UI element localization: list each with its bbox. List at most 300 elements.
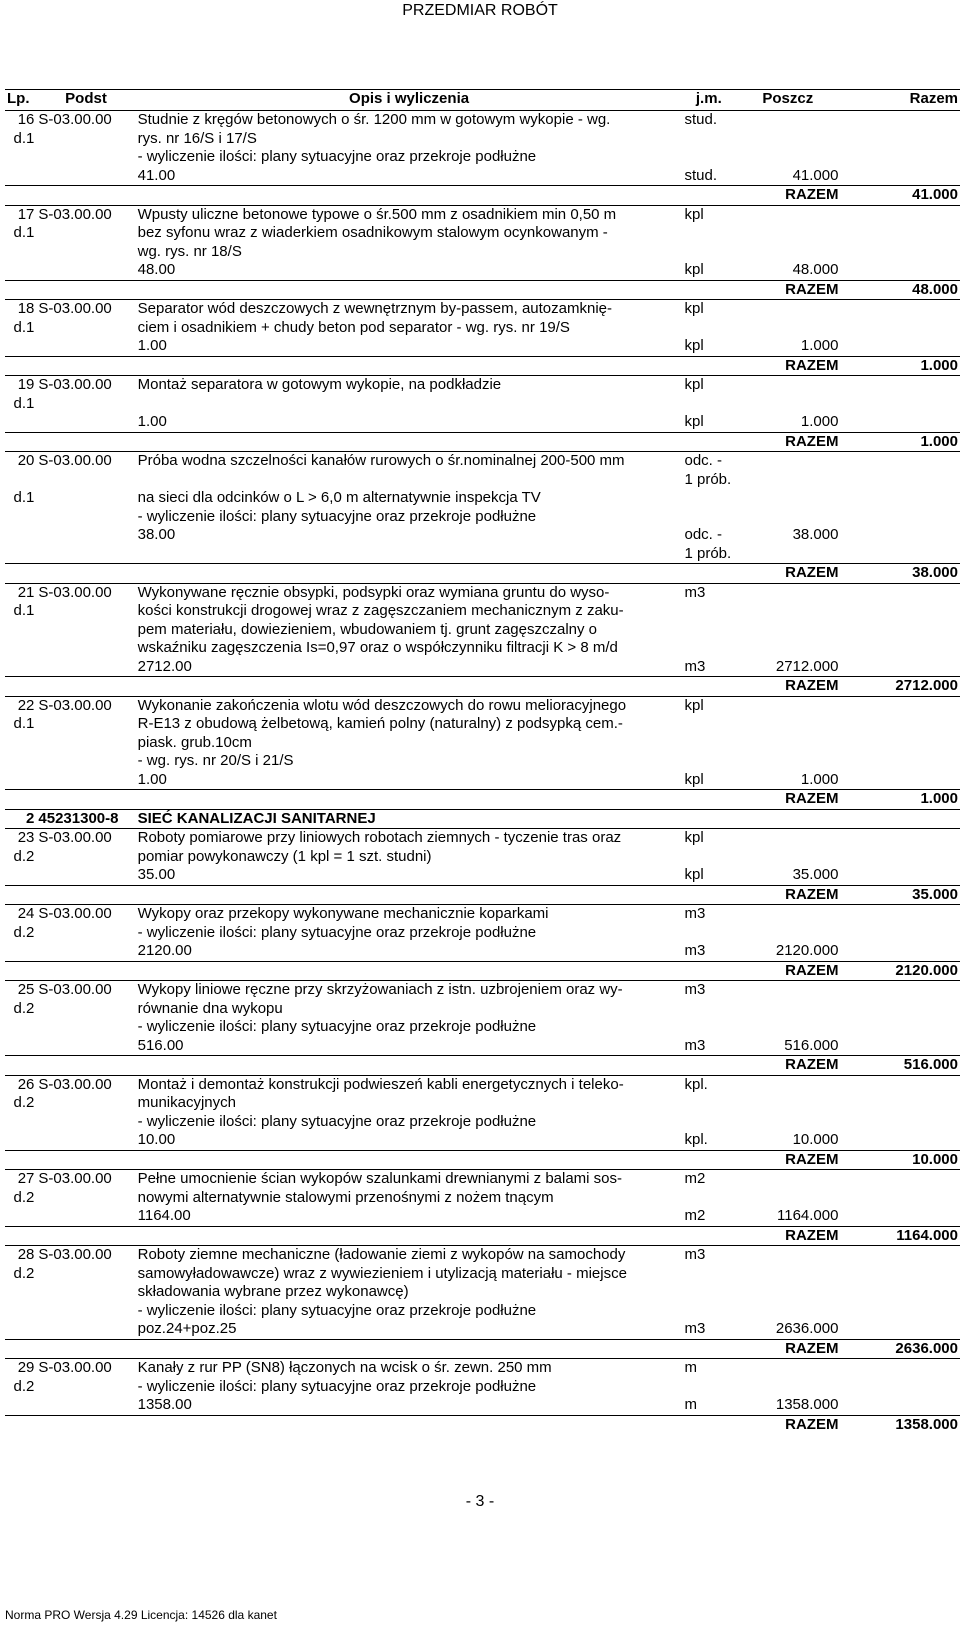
position-unit: kpl xyxy=(682,829,735,848)
total-empty xyxy=(682,564,735,584)
calc-razem xyxy=(840,1396,960,1415)
position-unit: stud. xyxy=(682,111,735,130)
calc-row xyxy=(5,942,960,961)
page-title: PRZEDMIAR ROBÓT xyxy=(402,2,558,19)
calc-unit: kpl xyxy=(684,337,704,354)
total-label: RAZEM xyxy=(735,790,840,810)
calc-lp xyxy=(5,942,36,961)
position-basis: S-03.00.00 xyxy=(36,300,135,319)
position-description: piask. grub.10cm xyxy=(137,733,252,751)
total-empty xyxy=(682,432,735,452)
position-description: Wpusty uliczne betonowe typowe o śr.500 mm z osadnikiem min 0,50 m xyxy=(136,205,683,224)
position-basis xyxy=(36,1113,135,1132)
calc-podst xyxy=(36,866,135,885)
position-razem xyxy=(840,639,960,658)
position-poszcz xyxy=(735,734,840,753)
position-description: składowania wybrane przez wykonawcę) xyxy=(137,1283,409,1300)
calc-podst xyxy=(36,1131,135,1150)
position-razem xyxy=(840,1170,960,1189)
total-row xyxy=(5,564,960,584)
position-number: 24 xyxy=(5,905,36,924)
position-row xyxy=(5,1018,960,1037)
total-label: RAZEM xyxy=(735,356,840,376)
total-label: RAZEM xyxy=(735,186,840,206)
position-razem xyxy=(840,1094,960,1113)
section-row xyxy=(5,809,960,829)
total-empty xyxy=(136,280,683,300)
position-number: 23 xyxy=(5,829,36,848)
total-empty xyxy=(5,1415,36,1434)
position-basis xyxy=(36,1000,135,1019)
position-unit xyxy=(682,1189,735,1208)
position-basis xyxy=(36,734,135,753)
calc-expression: 48.00 xyxy=(137,261,176,278)
position-poszcz xyxy=(735,1378,840,1397)
position-razem xyxy=(840,1302,960,1321)
calc-unit: kpl xyxy=(684,770,704,788)
position-number: d.2 xyxy=(13,847,35,865)
total-label: RAZEM xyxy=(735,677,840,697)
position-unit: m3 xyxy=(682,1246,735,1265)
position-description: - wyliczenie ilości: plany sytuacyjne oraz przekroje podłużne xyxy=(137,1377,537,1395)
position-razem xyxy=(840,848,960,867)
position-description: równanie dna wykopu xyxy=(137,999,283,1017)
position-description: - wyliczenie ilości: plany sytuacyjne oraz przekroje podłużne xyxy=(137,1018,537,1035)
calc-razem xyxy=(840,261,960,280)
calc-expression: 1164.00 xyxy=(137,1207,191,1224)
position-razem xyxy=(840,395,960,414)
position-number: 16 xyxy=(5,111,36,130)
total-label: RAZEM xyxy=(735,1150,840,1170)
calc-row xyxy=(5,866,960,885)
calc-row xyxy=(5,658,960,677)
position-razem xyxy=(840,715,960,734)
total-empty xyxy=(5,356,36,376)
position-basis: S-03.00.00 xyxy=(36,1170,135,1189)
total-empty xyxy=(5,280,36,300)
calc-poszcz: 48.000 xyxy=(792,261,839,278)
calc-unit: stud. xyxy=(684,166,718,184)
position-basis: S-03.00.00 xyxy=(36,1359,135,1378)
position-number xyxy=(5,1113,36,1132)
position-razem xyxy=(840,300,960,319)
position-poszcz xyxy=(735,224,840,243)
calc-expression: poz.24+poz.25 xyxy=(137,1320,237,1337)
position-poszcz xyxy=(735,696,840,715)
position-unit: kpl xyxy=(682,696,735,715)
total-empty xyxy=(136,186,683,206)
position-description: - wyliczenie ilości: plany sytuacyjne oraz przekroje podłużne xyxy=(137,1301,537,1319)
total-empty xyxy=(36,1150,135,1170)
total-row xyxy=(5,1226,960,1246)
position-number: d.2 xyxy=(13,923,35,941)
total-empty xyxy=(136,1415,683,1434)
position-number: d.1 xyxy=(13,129,35,147)
calc-row xyxy=(5,167,960,186)
total-value: 38.000 xyxy=(840,564,960,584)
position-unit xyxy=(682,1018,735,1037)
col-opis: Opis i wyliczenia xyxy=(136,90,683,111)
position-description: Montaż separatora w gotowym wykopie, na podkładzie xyxy=(136,376,683,395)
calc-unit: m3 xyxy=(684,1320,706,1337)
calc-row xyxy=(5,1207,960,1226)
calc-unit: kpl xyxy=(684,866,704,883)
calc-unit: kpl xyxy=(684,413,704,430)
position-row xyxy=(5,205,960,224)
position-row xyxy=(5,696,960,715)
total-label: RAZEM xyxy=(735,1226,840,1246)
calc-row xyxy=(5,526,960,564)
position-number: 27 xyxy=(5,1170,36,1189)
calc-podst xyxy=(36,658,135,677)
position-unit xyxy=(682,148,735,167)
position-description: ciem i osadnikiem + chudy beton pod separator - wg. rys. nr 19/S xyxy=(137,318,570,336)
calc-lp xyxy=(5,1131,36,1150)
position-razem xyxy=(840,1018,960,1037)
position-razem xyxy=(840,452,960,490)
position-description: Montaż i demontaż konstrukcji podwieszeń kabli energetycznych i teleko- xyxy=(136,1075,683,1094)
position-description: kości konstrukcji drogowej wraz z zagęszczaniem mechanicznym z zaku- xyxy=(137,602,624,619)
position-unit xyxy=(682,1302,735,1321)
position-number: 20 xyxy=(5,452,36,490)
position-basis xyxy=(36,752,135,771)
total-row xyxy=(5,885,960,905)
col-podst: Podst xyxy=(36,90,135,111)
position-row xyxy=(5,734,960,753)
position-row xyxy=(5,1283,960,1302)
position-number: d.2 xyxy=(13,1188,35,1206)
position-row xyxy=(5,924,960,943)
position-razem xyxy=(840,1113,960,1132)
position-unit: m2 xyxy=(682,1170,735,1189)
calc-poszcz: 41.000 xyxy=(792,166,839,184)
position-basis xyxy=(36,489,135,508)
calc-podst xyxy=(36,261,135,280)
total-row xyxy=(5,432,960,452)
total-label: RAZEM xyxy=(735,280,840,300)
position-unit: m3 xyxy=(682,981,735,1000)
position-description: Roboty pomiarowe przy liniowych robotach ziemnych - tyczenie tras oraz xyxy=(136,829,683,848)
position-number xyxy=(5,1283,36,1302)
total-value: 2712.000 xyxy=(840,677,960,697)
calc-row xyxy=(5,337,960,356)
position-razem xyxy=(840,130,960,149)
calc-lp xyxy=(5,771,36,790)
position-razem xyxy=(840,319,960,338)
position-description: Pełne umocnienie ścian wykopów szalunkami drewnianymi z balami sos- xyxy=(136,1170,683,1189)
total-empty xyxy=(36,280,135,300)
position-unit xyxy=(682,508,735,527)
calc-razem xyxy=(840,771,960,790)
section-number: 2 xyxy=(5,809,36,829)
calc-unit: kpl xyxy=(684,261,704,278)
position-unit: kpl xyxy=(682,376,735,395)
calc-poszcz: 1.000 xyxy=(800,337,839,354)
position-poszcz xyxy=(735,452,840,490)
position-number: 29 xyxy=(5,1359,36,1378)
position-basis xyxy=(36,148,135,167)
total-empty xyxy=(682,1339,735,1359)
position-razem xyxy=(840,621,960,640)
calc-poszcz: 1.000 xyxy=(800,770,839,788)
total-empty xyxy=(5,432,36,452)
calc-razem xyxy=(840,526,960,564)
calc-razem xyxy=(840,167,960,186)
calc-lp xyxy=(5,526,36,564)
calc-row xyxy=(5,1320,960,1339)
calc-poszcz: 35.000 xyxy=(792,866,839,883)
position-poszcz xyxy=(735,1302,840,1321)
position-unit xyxy=(682,734,735,753)
position-description: - wg. rys. nr 20/S i 21/S xyxy=(137,752,294,769)
total-empty xyxy=(136,564,683,584)
position-number: 18 xyxy=(5,300,36,319)
position-razem xyxy=(840,1075,960,1094)
position-basis xyxy=(36,1094,135,1113)
calc-poszcz: 2120.000 xyxy=(775,942,839,959)
position-basis xyxy=(36,1018,135,1037)
total-empty xyxy=(136,356,683,376)
position-poszcz xyxy=(735,981,840,1000)
calc-expression: 41.00 xyxy=(137,166,176,184)
calc-poszcz: 38.000 xyxy=(792,526,839,543)
total-empty xyxy=(682,280,735,300)
total-empty xyxy=(36,564,135,584)
total-empty xyxy=(5,790,36,810)
position-unit: m3 xyxy=(682,905,735,924)
calc-lp xyxy=(5,1396,36,1415)
position-number: 22 xyxy=(5,696,36,715)
calc-podst xyxy=(36,413,135,432)
position-row xyxy=(5,1075,960,1094)
position-number: d.1 xyxy=(13,602,35,619)
position-poszcz xyxy=(735,1283,840,1302)
position-unit xyxy=(682,639,735,658)
position-basis xyxy=(36,1189,135,1208)
position-row xyxy=(5,376,960,395)
calc-lp xyxy=(5,658,36,677)
position-poszcz xyxy=(735,1000,840,1019)
total-empty xyxy=(36,885,135,905)
total-value: 1.000 xyxy=(840,790,960,810)
position-number xyxy=(5,148,36,167)
position-poszcz xyxy=(735,905,840,924)
position-razem xyxy=(840,752,960,771)
position-unit xyxy=(682,395,735,414)
col-lp: Lp. xyxy=(5,90,36,111)
position-unit xyxy=(682,924,735,943)
position-basis xyxy=(36,1283,135,1302)
position-razem xyxy=(840,376,960,395)
calc-row xyxy=(5,771,960,790)
position-number: 26 xyxy=(5,1075,36,1094)
calc-row xyxy=(5,1131,960,1150)
position-poszcz xyxy=(735,602,840,621)
position-unit xyxy=(682,602,735,621)
position-razem xyxy=(840,981,960,1000)
position-poszcz xyxy=(735,395,840,414)
total-row xyxy=(5,186,960,206)
position-number: d.2 xyxy=(13,999,35,1017)
position-row xyxy=(5,829,960,848)
col-poszcz: Poszcz xyxy=(735,90,840,111)
position-unit: kpl. xyxy=(682,1075,735,1094)
position-unit xyxy=(682,319,735,338)
calc-expression: 1358.00 xyxy=(137,1396,192,1413)
position-number: 28 xyxy=(5,1246,36,1265)
position-basis xyxy=(36,602,135,621)
total-empty xyxy=(682,1226,735,1246)
total-empty xyxy=(36,677,135,697)
position-description: pem materiału, dowiezieniem, wbudowaniem tj. grunt zagęszczalny o xyxy=(137,620,598,638)
position-description: Roboty ziemne mechaniczne (ładowanie ziemi z wykopów na samochody xyxy=(136,1246,683,1265)
total-empty xyxy=(136,885,683,905)
total-empty xyxy=(36,1056,135,1076)
total-empty xyxy=(136,961,683,981)
position-poszcz xyxy=(735,1075,840,1094)
position-row xyxy=(5,452,960,490)
total-empty xyxy=(682,356,735,376)
total-row xyxy=(5,677,960,697)
total-empty xyxy=(36,790,135,810)
position-razem xyxy=(840,829,960,848)
total-row xyxy=(5,1056,960,1076)
calc-expression: 10.00 xyxy=(137,1131,176,1148)
total-empty xyxy=(36,432,135,452)
position-description: Wykonywane ręcznie obsypki, podsypki oraz wymiana gruntu do wyso- xyxy=(136,583,683,602)
calc-unit: m3 xyxy=(684,1036,706,1054)
position-row xyxy=(5,1189,960,1208)
section-code: 45231300-8 xyxy=(36,809,135,829)
total-value: 2120.000 xyxy=(840,961,960,981)
position-basis xyxy=(36,130,135,149)
position-row xyxy=(5,489,960,508)
position-razem xyxy=(840,734,960,753)
total-empty xyxy=(136,1056,683,1076)
calc-razem xyxy=(840,1207,960,1226)
position-row xyxy=(5,1359,960,1378)
position-row xyxy=(5,905,960,924)
calc-razem xyxy=(840,413,960,432)
calc-razem xyxy=(840,866,960,885)
total-empty xyxy=(682,1150,735,1170)
position-number: d.1 xyxy=(13,224,35,241)
total-row xyxy=(5,280,960,300)
position-row xyxy=(5,300,960,319)
position-description: Separator wód deszczowych z wewnętrznym by-passem, autozamknię- xyxy=(136,300,683,319)
position-row xyxy=(5,1246,960,1265)
total-empty xyxy=(5,961,36,981)
position-basis: S-03.00.00 xyxy=(36,205,135,224)
position-unit xyxy=(682,848,735,867)
position-basis xyxy=(36,639,135,658)
position-number: 17 xyxy=(5,205,36,224)
position-basis xyxy=(36,715,135,734)
total-value: 35.000 xyxy=(840,885,960,905)
position-row xyxy=(5,224,960,243)
position-poszcz xyxy=(735,1265,840,1284)
position-poszcz xyxy=(735,715,840,734)
position-row xyxy=(5,1378,960,1397)
calc-podst xyxy=(36,167,135,186)
position-row xyxy=(5,602,960,621)
total-label: RAZEM xyxy=(735,432,840,452)
col-razem: Razem xyxy=(840,90,960,111)
calc-unit: m3 xyxy=(684,942,706,959)
total-label: RAZEM xyxy=(735,961,840,981)
calc-podst xyxy=(36,771,135,790)
page-number: - 3 - xyxy=(465,1493,495,1510)
calc-lp xyxy=(5,1207,36,1226)
total-label: RAZEM xyxy=(735,564,840,584)
position-basis xyxy=(36,621,135,640)
position-description: munikacyjnych xyxy=(137,1094,236,1111)
total-row xyxy=(5,1415,960,1434)
calc-podst xyxy=(36,1320,135,1339)
calc-razem xyxy=(840,1037,960,1056)
calc-lp xyxy=(5,1320,36,1339)
position-poszcz xyxy=(735,848,840,867)
position-description: Próba wodna szczelności kanałów rurowych o śr.nominalnej 200-500 mm xyxy=(136,452,683,490)
position-poszcz xyxy=(735,205,840,224)
position-number xyxy=(5,734,36,753)
total-row xyxy=(5,1150,960,1170)
calc-poszcz: 10.000 xyxy=(792,1131,839,1148)
position-unit xyxy=(682,1283,735,1302)
calc-row xyxy=(5,261,960,280)
calc-unit: odc. - 1 prób. xyxy=(684,526,732,562)
position-unit xyxy=(682,752,735,771)
position-number xyxy=(5,243,36,262)
total-empty xyxy=(136,1339,683,1359)
calc-expression: 2712.00 xyxy=(137,657,192,675)
total-value: 1358.000 xyxy=(840,1415,960,1434)
calc-unit: m2 xyxy=(684,1207,706,1224)
position-row xyxy=(5,1113,960,1132)
position-number: d.2 xyxy=(13,1377,35,1395)
position-poszcz xyxy=(735,621,840,640)
position-description: pomiar powykonawczy (1 kpl = 1 szt. studni) xyxy=(137,847,432,865)
position-unit: m xyxy=(682,1359,735,1378)
position-description: R-E13 z obudową żelbetową, kamień polny (naturalny) z podsypką cem.- xyxy=(137,715,623,732)
calc-row xyxy=(5,413,960,432)
position-row xyxy=(5,1094,960,1113)
position-number: 25 xyxy=(5,981,36,1000)
position-unit: kpl xyxy=(682,205,735,224)
total-empty xyxy=(682,186,735,206)
calc-lp xyxy=(5,337,36,356)
position-unit: odc. - 1 prób. xyxy=(682,452,735,490)
position-basis: S-03.00.00 xyxy=(36,111,135,130)
position-razem xyxy=(840,224,960,243)
position-razem xyxy=(840,1000,960,1019)
total-empty xyxy=(5,677,36,697)
total-empty xyxy=(682,1056,735,1076)
position-razem xyxy=(840,1283,960,1302)
position-basis: S-03.00.00 xyxy=(36,829,135,848)
position-basis xyxy=(36,1265,135,1284)
position-poszcz xyxy=(735,1018,840,1037)
position-unit xyxy=(682,1378,735,1397)
position-poszcz xyxy=(735,1246,840,1265)
total-empty xyxy=(5,564,36,584)
position-number: d.1 xyxy=(13,318,35,336)
position-unit xyxy=(682,489,735,508)
calc-podst xyxy=(36,1207,135,1226)
total-empty xyxy=(136,677,683,697)
position-poszcz xyxy=(735,1359,840,1378)
position-basis xyxy=(36,395,135,414)
